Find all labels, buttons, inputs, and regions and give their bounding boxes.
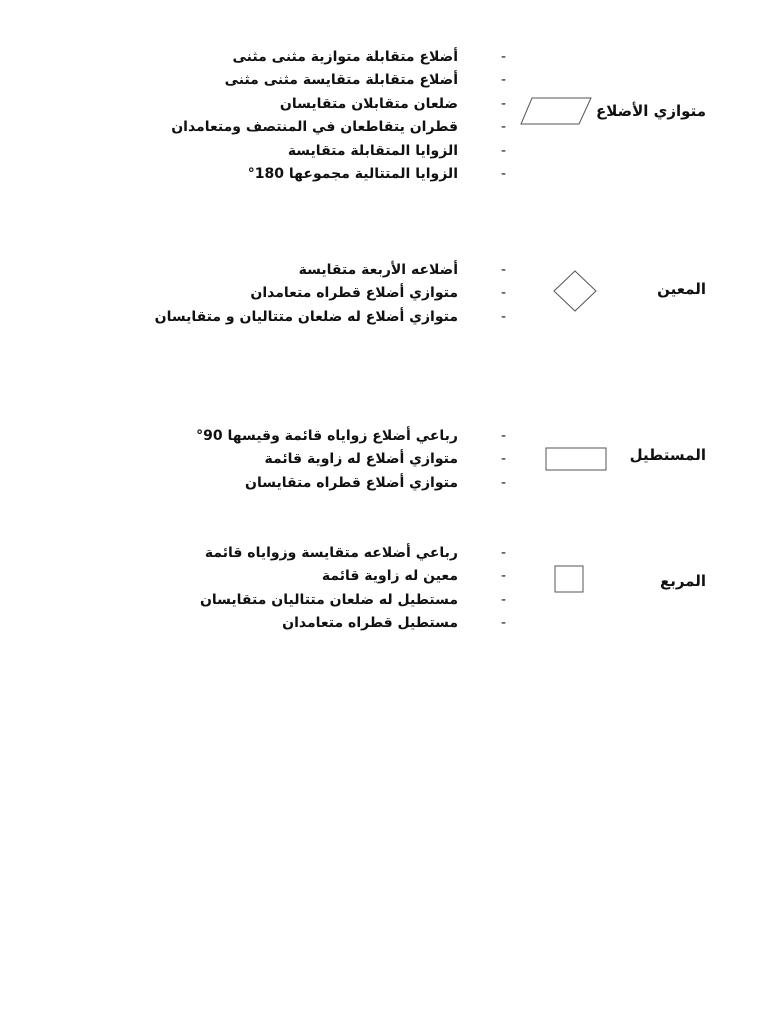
- property-text: مستطيل له ضلعان متتاليان متقايسان: [199, 591, 458, 608]
- list-item: [38, 612, 506, 635]
- shape-name-parallelogram: متوازي الأضلاع: [595, 102, 706, 120]
- shape-name-rectangle: المستطيل: [629, 446, 706, 464]
- list-dash: -: [500, 119, 506, 136]
- list-dash: -: [500, 568, 506, 585]
- list-item: [38, 259, 506, 282]
- list-item: [38, 306, 506, 329]
- list-dash: -: [500, 308, 506, 325]
- list-item: [38, 589, 506, 612]
- list-item: [38, 472, 506, 495]
- property-text: الزوايا المتتالية مجموعها 180°: [247, 165, 458, 182]
- list-item: [38, 140, 506, 163]
- list-dash: -: [500, 451, 506, 468]
- shape-name-rhombus: المعين: [657, 280, 706, 298]
- rectangle-icon: [545, 447, 607, 471]
- shape-name-square: المربع: [659, 572, 706, 590]
- list-dash: -: [500, 262, 506, 278]
- list-dash: -: [500, 615, 506, 632]
- list-dash: -: [500, 591, 506, 608]
- property-text: أضلاع متقابلة متوازية مثنى مثنى: [232, 49, 458, 65]
- square-icon: [554, 565, 584, 593]
- property-list-rhombus: [38, 259, 506, 329]
- property-text: متوازي أضلاع له ضلعان متتاليان و متقايسان: [154, 308, 458, 325]
- list-dash: -: [500, 545, 506, 561]
- property-text: الزوايا المتقابلة متقايسة: [287, 142, 458, 159]
- property-text: معين له زاوية قائمة: [321, 568, 458, 585]
- list-item: [38, 282, 506, 305]
- list-dash: -: [500, 165, 506, 182]
- property-text: أضلاعه الأربعة متقايسة: [298, 262, 458, 278]
- list-item: [38, 46, 506, 69]
- rhombus-icon: [553, 270, 597, 312]
- list-item: [38, 542, 506, 565]
- property-text: مستطيل قطراه متعامدان: [282, 615, 458, 632]
- list-dash: -: [500, 428, 506, 444]
- property-text: أضلاع متقابلة متقايسة مثنى مثنى: [224, 72, 458, 89]
- parallelogram-icon: [520, 97, 592, 125]
- list-item: [38, 116, 506, 139]
- property-text: رباعي أضلاعه متقايسة وزواياه قائمة: [204, 545, 458, 561]
- property-text: ضلعان متقابلان متقايسان: [279, 95, 458, 112]
- list-dash: -: [500, 72, 506, 89]
- property-list-parallelogram: [38, 46, 506, 186]
- property-list-rectangle: [38, 425, 506, 495]
- property-text: رباعي أضلاع زواياه قائمة وقيسها 90°: [196, 428, 458, 444]
- property-text: متوازي أضلاع له زاوية قائمة: [264, 451, 458, 468]
- list-dash: -: [500, 49, 506, 65]
- list-dash: -: [500, 95, 506, 112]
- list-item: [38, 448, 506, 471]
- property-text: متوازي أضلاع قطراه متقايسان: [245, 474, 458, 491]
- list-dash: -: [500, 142, 506, 159]
- property-text: قطران يتقاطعان في المنتصف ومتعامدان: [171, 119, 458, 136]
- property-list-square: [38, 542, 506, 636]
- list-dash: -: [500, 285, 506, 302]
- list-item: [38, 69, 506, 92]
- list-dash: -: [500, 474, 506, 491]
- property-text: متوازي أضلاع قطراه متعامدان: [250, 285, 458, 302]
- list-item: [38, 565, 506, 588]
- list-item: [38, 93, 506, 116]
- list-item: [38, 163, 506, 186]
- list-item: [38, 425, 506, 448]
